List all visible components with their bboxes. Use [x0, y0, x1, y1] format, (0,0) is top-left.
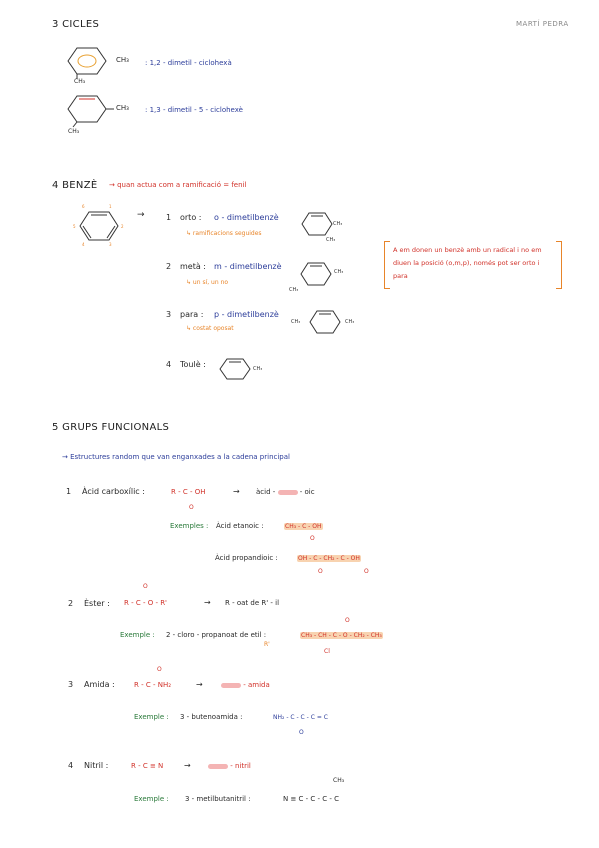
acid-arrow: →: [233, 487, 240, 496]
ring1-sub-bottom: CH₃: [74, 78, 86, 85]
nitrile-ex-name: 3 - metilbutanitril :: [185, 795, 251, 803]
orto-note: ↳ ramificacions seguides: [186, 230, 262, 237]
toluene-num: 4: [166, 360, 172, 369]
orto-sub2: CH₃: [326, 237, 336, 243]
meta-sub1: CH₃: [334, 269, 344, 275]
para-label: para :: [180, 310, 204, 319]
acid-formula: R - C - OH: [171, 488, 206, 496]
ester-result: R - oat de R' - il: [225, 599, 280, 607]
para-note: ↳ costat oposat: [186, 325, 234, 332]
ester-ex-o: O: [345, 617, 350, 624]
acid-label: Àcid carboxílic :: [82, 487, 145, 496]
amide-suffix: - amida: [221, 681, 270, 689]
ester-formula: R - C - O - R': [124, 599, 167, 607]
benzene-arrow: →: [137, 210, 145, 220]
acid-example-label: Exemples :: [170, 522, 209, 530]
meta-label: metà :: [180, 262, 206, 271]
author-name: MARTÍ PEDRA: [516, 20, 569, 28]
ester-ex-formula: CH₃ - CH - C - O - CH₂ - CH₃: [301, 632, 382, 639]
ring-label-f: 5: [73, 224, 76, 229]
ester-label: Èster :: [84, 599, 110, 608]
para-num: 3: [166, 310, 172, 319]
nitrile-suffix: - nitril: [208, 762, 251, 770]
acid-num: 1: [66, 487, 72, 496]
acid-ex1-formula: CH₃ - C - OH: [285, 523, 322, 530]
toluene-sub1: CH₃: [253, 366, 263, 372]
section-5-intro: → Estructures random que van enganxades a la cadena principal: [62, 453, 290, 461]
section-4-subtitle: → quan actua com a ramificació = fenil: [109, 181, 247, 189]
ring1-sub-right: CH₃: [116, 56, 129, 64]
para-name: p - dimetilbenzè: [214, 310, 279, 319]
amide-ex-o: O: [299, 729, 304, 736]
meta-name: m - dimetilbenzè: [214, 262, 282, 271]
toluene-label: Toulè :: [180, 360, 206, 369]
amide-o: O: [157, 666, 162, 673]
orto-name: o - dimetilbenzè: [214, 213, 279, 222]
nitrile-label: Nitril :: [84, 761, 109, 770]
amide-ex-formula: NH₂ - C - C - C = C: [273, 714, 328, 721]
meta-sub2: CH₃: [289, 287, 299, 293]
para-sub1: CH₃: [291, 319, 301, 325]
amide-example-label: Exemple :: [134, 713, 169, 721]
ring1-name: : 1,2 - dimetil - ciclohexà: [145, 59, 232, 67]
para-ring: [306, 306, 346, 340]
ester-ex-cl: Cl: [324, 648, 330, 655]
meta-num: 2: [166, 262, 172, 271]
ring-label-b: 1: [109, 204, 112, 209]
side-note-text: A em donen un benzè amb un radical i no em diuen la posició (o,m,p), només pot ser orto i para: [393, 246, 542, 280]
ester-num: 2: [68, 599, 74, 608]
section-3-title: 3 CICLES: [52, 19, 100, 30]
acid-ex2-o1: O: [318, 568, 323, 575]
ester-arrow: →: [204, 598, 211, 607]
section-5-title: 5 GRUPS FUNCIONALS: [52, 422, 170, 433]
nitrile-ex-top: CH₃: [333, 777, 345, 784]
ester-o: O: [143, 583, 148, 590]
ring-label-e: 4: [82, 242, 85, 247]
orto-label: orto :: [180, 213, 202, 222]
orto-num: 1: [166, 213, 172, 222]
nitrile-formula: R - C ≡ N: [131, 762, 164, 770]
acid-o: O: [189, 504, 194, 511]
acid-ex2-o2: O: [364, 568, 369, 575]
toluene-ring: [216, 356, 256, 386]
ring-label-c: 2: [121, 224, 124, 229]
nitrile-arrow: →: [184, 761, 191, 770]
nitrile-example-label: Exemple :: [134, 795, 169, 803]
para-sub2: CH₃: [345, 319, 355, 325]
acid-suffix: àcid - - oic: [256, 488, 315, 496]
ester-ex-r: R': [264, 641, 270, 648]
amide-num: 3: [68, 680, 74, 689]
meta-ring: [297, 258, 337, 292]
section-4-title: 4 BENZÈ: [52, 180, 98, 191]
ring2-name: : 1,3 - dimetil - 5 - ciclohexè: [145, 106, 243, 114]
acid-ex2-formula: OH - C - CH₂ - C - OH: [298, 555, 360, 562]
ester-example-label: Exemple :: [120, 631, 155, 639]
nitrile-ex-formula: N ≡ C - C - C - C: [283, 795, 340, 803]
amide-formula: R - C - NH₂: [134, 681, 172, 689]
ring-label-d: 3: [109, 242, 112, 247]
acid-ex2-name: Àcid propandioic :: [215, 554, 278, 562]
side-note-box: [384, 241, 562, 289]
orto-sub1: CH₃: [333, 221, 343, 227]
cyclohexene-ring-2: [64, 92, 114, 132]
meta-note: ↳ un sí, un no: [186, 279, 229, 286]
acid-ex1-o: O: [310, 535, 315, 542]
acid-ex1-name: Àcid etanoic :: [216, 522, 264, 530]
ester-ex-name: 2 - cloro - propanoat de etil :: [166, 631, 267, 639]
ring-label-a: 6: [82, 204, 85, 209]
nitrile-num: 4: [68, 761, 74, 770]
ring2-sub-right: CH₃: [116, 104, 129, 112]
amide-arrow: →: [196, 680, 203, 689]
ring2-sub-bottom: CH₃: [68, 128, 80, 135]
amide-ex-name: 3 - butenoamida :: [180, 713, 243, 721]
amide-label: Amida :: [84, 680, 115, 689]
cyclohexane-ring-1: [64, 44, 114, 84]
